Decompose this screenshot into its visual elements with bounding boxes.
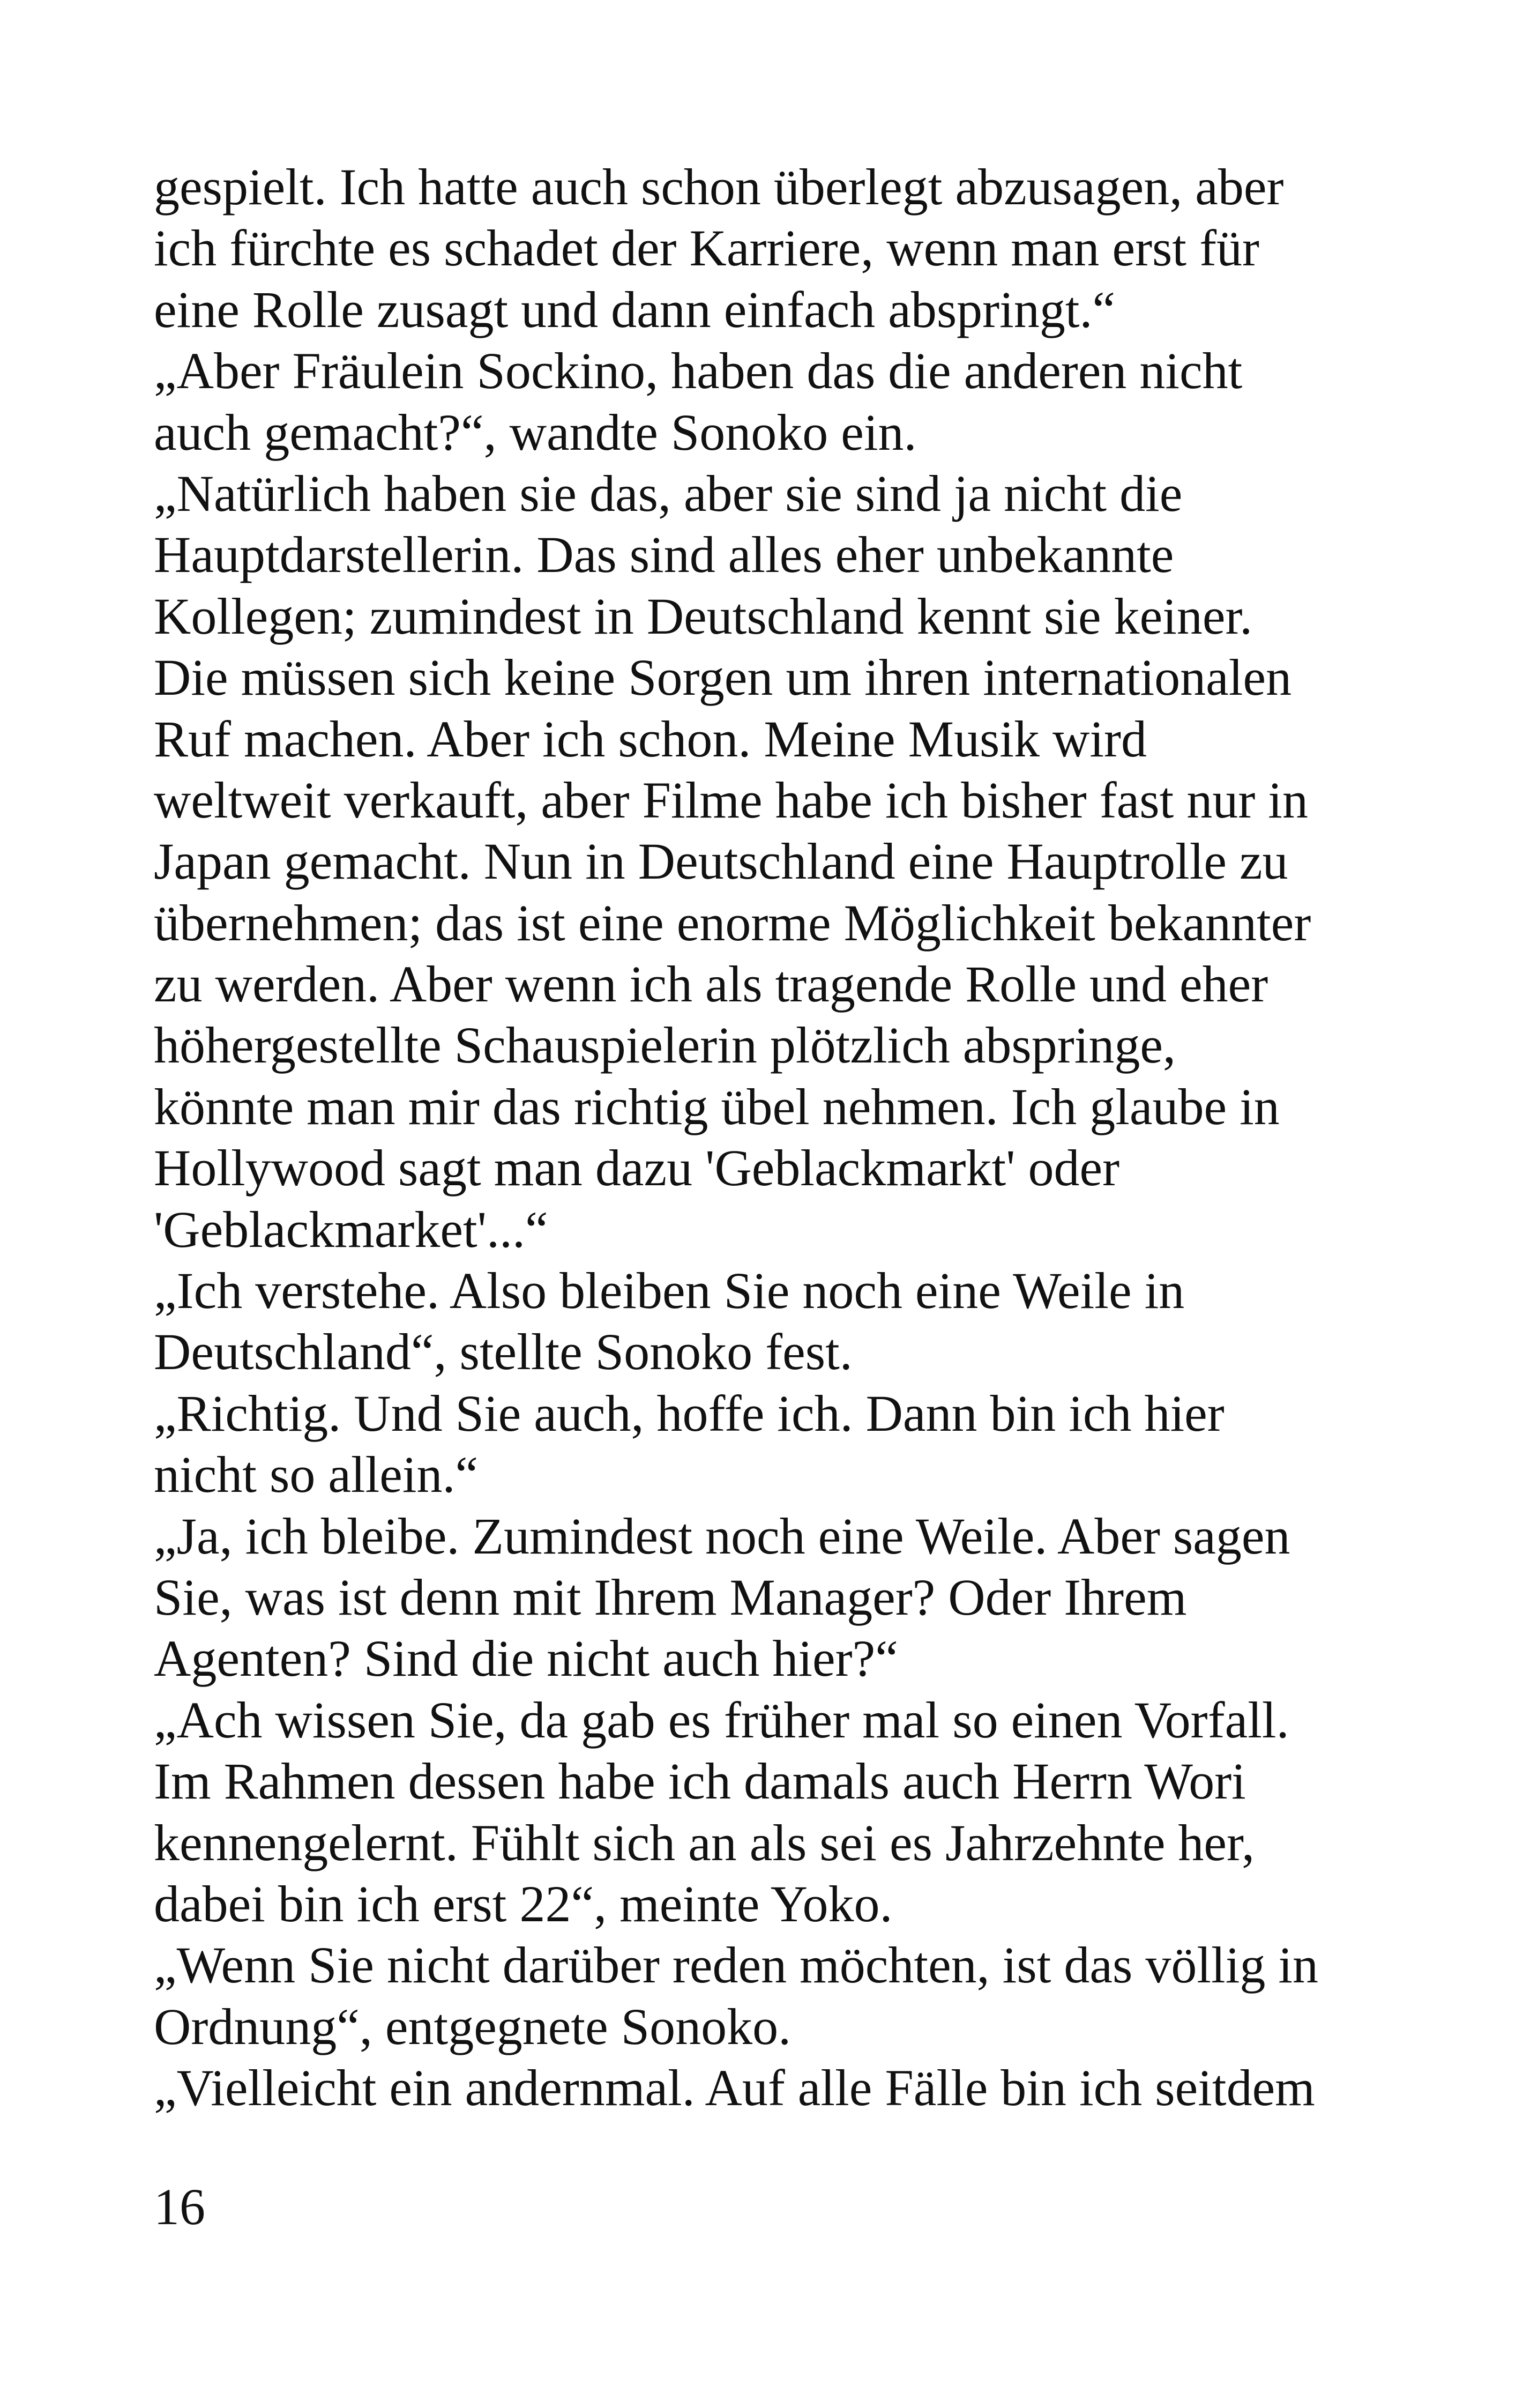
text-line: „Ach wissen Sie, da gab es früher mal so einen Vorfall. bbox=[154, 1691, 1289, 1749]
text-line: Hauptdarstellerin. Das sind alles eher unbekannte bbox=[154, 526, 1174, 584]
text-line: „Ich verstehe. Also bleiben Sie noch eine Weile in bbox=[154, 1262, 1185, 1320]
body-text bbox=[154, 157, 1386, 2119]
text-line: Ordnung“, entgegnete Sonoko. bbox=[154, 1997, 792, 2055]
text-line: Kollegen; zumindest in Deutschland kennt sie keiner. bbox=[154, 587, 1253, 645]
text-line: auch gemacht?“, wandte Sonoko ein. bbox=[154, 403, 917, 461]
text-line: dabei bin ich erst 22“, meinte Yoko. bbox=[154, 1875, 893, 1933]
text-line: Deutschland“, stellte Sonoko fest. bbox=[154, 1323, 853, 1381]
text-line: gespielt. Ich hatte auch schon überlegt abzusagen, aber bbox=[154, 158, 1284, 215]
text-line: „Aber Fräulein Sockino, haben das die anderen nicht bbox=[154, 342, 1243, 400]
text-line: könnte man mir das richtig übel nehmen. Ich glaube in bbox=[154, 1077, 1280, 1135]
text-line: kennengelernt. Fühlt sich an als sei es Jahrzehnte her, bbox=[154, 1814, 1255, 1871]
text-line: übernehmen; das ist eine enorme Möglichkeit bekannter bbox=[154, 894, 1311, 952]
text-line: Die müssen sich keine Sorgen um ihren internationalen bbox=[154, 649, 1292, 707]
text-line: weltweit verkauft, aber Filme habe ich bisher fast nur in bbox=[154, 771, 1308, 829]
text-line: nicht so allein.“ bbox=[154, 1446, 479, 1504]
text-line: höhergestellte Schauspielerin plötzlich abspringe, bbox=[154, 1016, 1176, 1074]
text-line: Hollywood sagt man dazu 'Geblackmarkt' oder bbox=[154, 1139, 1120, 1197]
text-line: „Richtig. Und Sie auch, hoffe ich. Dann bin ich hier bbox=[154, 1384, 1225, 1442]
text-line: Japan gemacht. Nun in Deutschland eine Hauptrolle zu bbox=[154, 833, 1288, 890]
text-line: 'Geblackmarket'...“ bbox=[154, 1200, 548, 1258]
text-line: Agenten? Sind die nicht auch hier?“ bbox=[154, 1630, 898, 1688]
text-line: eine Rolle zusagt und dann einfach abspringt.“ bbox=[154, 280, 1116, 338]
text-line: zu werden. Aber wenn ich als tragende Rolle und eher bbox=[154, 955, 1268, 1013]
text-line: ich fürchte es schadet der Karriere, wenn man erst für bbox=[154, 219, 1260, 277]
text-line: „Wenn Sie nicht darüber reden möchten, ist das völlig in bbox=[154, 1936, 1319, 1994]
page-number: 16 bbox=[154, 2178, 205, 2235]
text-line: Im Rahmen dessen habe ich damals auch Herrn Wori bbox=[154, 1752, 1246, 1810]
text-line: „Vielleicht ein andernmal. Auf alle Fälle bin ich seitdem bbox=[154, 2059, 1315, 2117]
text-line: Sie, was ist denn mit Ihrem Manager? Oder Ihrem bbox=[154, 1568, 1187, 1626]
text-line: „Natürlich haben sie das, aber sie sind ja nicht die bbox=[154, 464, 1183, 522]
text-line: „Ja, ich bleibe. Zumindest noch eine Weile. Aber sagen bbox=[154, 1507, 1290, 1565]
text-line: Ruf machen. Aber ich schon. Meine Musik wird bbox=[154, 710, 1147, 768]
